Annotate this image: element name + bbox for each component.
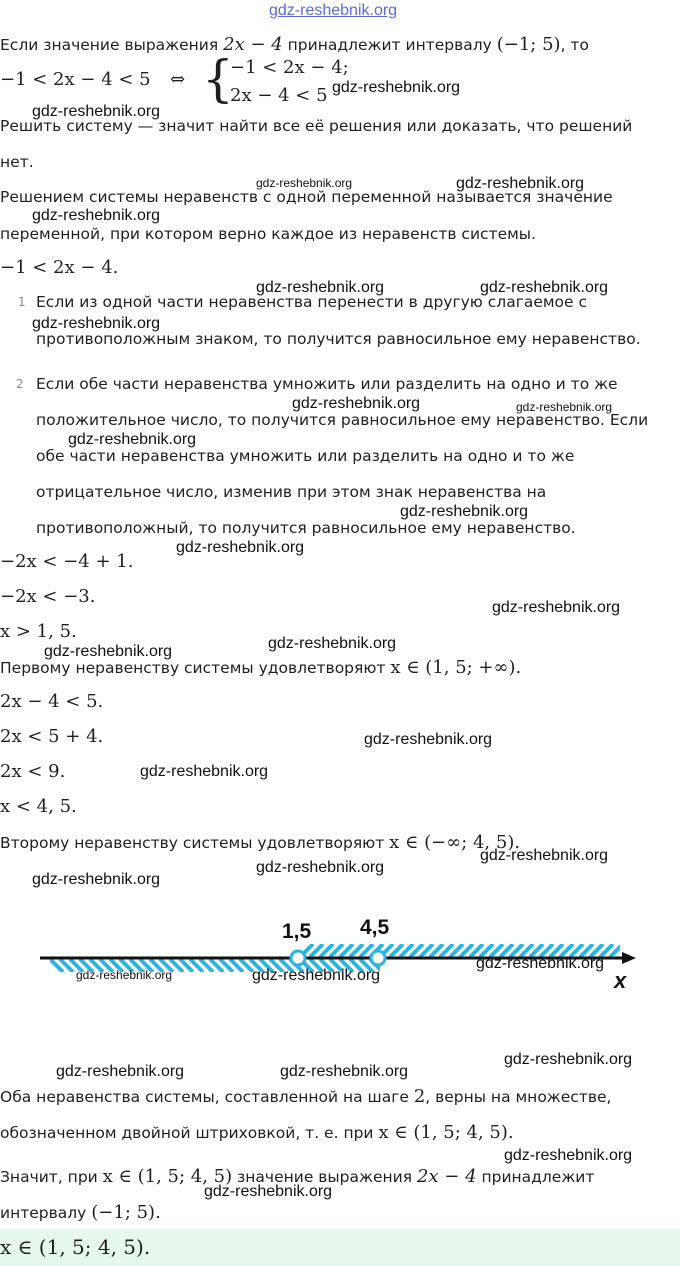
axis-arrow: [622, 952, 636, 964]
inequality-first: −1 < 2x − 4.: [0, 257, 119, 278]
watermark: gdz-reshebnik.org: [476, 955, 605, 972]
intro-expr: 2x − 4: [223, 34, 283, 55]
paragraph-1-line-2: нет.: [0, 153, 34, 171]
solution-1-set: x ∈ (1, 5; +∞).: [390, 657, 522, 678]
intro-mid: принадлежит интервалу: [282, 36, 497, 54]
axis-label: x: [614, 968, 627, 993]
p4-set: x ∈ (1, 5; 4, 5): [102, 1166, 233, 1187]
watermark: gdz-reshebnik.org: [504, 1147, 633, 1164]
paragraph-1-line-1: Решить систему — значит найти все её решения или доказать, что решений: [0, 117, 633, 135]
paragraph-4-line-2: [0, 1202, 161, 1224]
p4-line2-pre: интервалу: [0, 1204, 92, 1222]
paragraph-2-line-1: Решением системы неравенств с одной переменной называется значение: [0, 188, 613, 206]
paragraph-2-line-2: переменной, при котором верно каждое из неравенств системы.: [0, 225, 536, 243]
watermark: gdz-reshebnik.org: [252, 967, 381, 984]
p4-mid: значение выражения: [232, 1168, 417, 1186]
watermark: gdz-reshebnik.org: [364, 731, 493, 748]
paragraph-3-line-2: [0, 1122, 514, 1144]
watermark: gdz-reshebnik.org: [140, 763, 269, 780]
watermark: gdz-reshebnik.org: [56, 1063, 185, 1080]
p4-expr: 2x − 4: [416, 1166, 477, 1187]
watermark: gdz-reshebnik.org: [32, 103, 161, 120]
p4-post: принадлежит: [476, 1168, 595, 1186]
step-1a: −2x < −4 + 1.: [0, 551, 134, 572]
system-brace: {: [202, 50, 234, 108]
point-a-label: 1,5: [282, 920, 312, 943]
watermark: gdz-reshebnik.org: [504, 1051, 633, 1068]
watermark: gdz-reshebnik.org: [492, 599, 621, 616]
watermark: gdz-reshebnik.org: [204, 1183, 333, 1200]
site-header-link[interactable]: gdz-reshebnik.org: [269, 2, 398, 19]
p3-line1-post: , верны на множестве,: [425, 1088, 612, 1106]
watermark: gdz-reshebnik.org: [480, 279, 609, 296]
system-chain: −1 < 2x − 4 < 5: [0, 69, 151, 90]
point-b-label: 4,5: [360, 916, 390, 939]
point-a-marker: [291, 951, 305, 965]
watermark: gdz-reshebnik.org: [516, 400, 613, 414]
rule-1-line-1: Если из одной части неравенства перенести в другую слагаемое с: [36, 293, 588, 311]
watermark: gdz-reshebnik.org: [332, 79, 461, 96]
step-2a: 2x − 4 < 5.: [0, 691, 104, 712]
point-b-marker: [371, 951, 385, 965]
intro-line: [0, 34, 589, 56]
rule-2-line-2: положительное число, то получится равносильное ему неравенство. Если: [36, 411, 649, 429]
step-1c: x > 1, 5.: [0, 621, 77, 642]
watermark: gdz-reshebnik.org: [480, 847, 609, 864]
watermark: gdz-reshebnik.org: [280, 1063, 409, 1080]
rule-1-line-2: противоположным знаком, то получится равносильное ему неравенство.: [36, 330, 641, 348]
paragraph-3-line-1: [0, 1086, 611, 1108]
p4-line2-interval: (−1; 5).: [91, 1202, 161, 1223]
watermark: gdz-reshebnik.org: [32, 871, 161, 888]
rule-2-number: 2: [16, 377, 24, 391]
watermark: gdz-reshebnik.org: [256, 176, 353, 190]
step-2d: x < 4, 5.: [0, 796, 77, 817]
answer: x ∈ (1, 5; 4, 5).: [0, 1235, 151, 1259]
watermark: gdz-reshebnik.org: [400, 503, 529, 520]
intro-interval: (−1; 5): [496, 34, 561, 55]
solution-1-text: Первому неравенству системы удовлетворяют: [0, 659, 391, 677]
watermark: gdz-reshebnik.org: [292, 395, 421, 412]
rule-2-line-3: обе части неравенства умножить или разделить на одно и то же: [36, 447, 575, 465]
rule-2-line-4: отрицательное число, изменив при этом знак неравенства на: [36, 483, 547, 501]
rule-2-line-1: Если обе части неравенства умножить или разделить на одно и то же: [36, 375, 618, 393]
solution-2: [0, 832, 520, 854]
watermark: gdz-reshebnik.org: [256, 859, 385, 876]
system-line-1: −1 < 2x − 4;: [230, 57, 349, 78]
watermark: gdz-reshebnik.org: [268, 635, 397, 652]
watermark: gdz-reshebnik.org: [256, 279, 385, 296]
p4-pre: Значит, при: [0, 1168, 103, 1186]
watermark: gdz-reshebnik.org: [176, 539, 305, 556]
intro-post: , то: [560, 36, 589, 54]
intro-pre: Если значение выражения: [0, 36, 224, 54]
watermark: gdz-reshebnik.org: [76, 968, 173, 982]
step-2b: 2x < 5 + 4.: [0, 726, 104, 747]
step-1b: −2x < −3.: [0, 586, 96, 607]
watermark: gdz-reshebnik.org: [456, 175, 585, 192]
p3-step: 2: [413, 1086, 426, 1107]
watermark: gdz-reshebnik.org: [32, 207, 161, 224]
solution-2-text: Второму неравенству системы удовлетворяют: [0, 834, 390, 852]
solution-2-set: x ∈ (−∞; 4, 5).: [389, 832, 521, 853]
watermark: gdz-reshebnik.org: [44, 643, 173, 660]
equiv-sign: ⇔: [170, 69, 186, 90]
watermark: gdz-reshebnik.org: [68, 431, 197, 448]
p3-line1-pre: Оба неравенства системы, составленной на шаге: [0, 1088, 414, 1106]
p3-line2-pre: обозначенном двойной штриховкой, т. е. при: [0, 1124, 379, 1142]
rule-1-number: 1: [18, 295, 26, 309]
p3-line2-set: x ∈ (1, 5; 4, 5).: [378, 1122, 514, 1143]
rule-2-line-5: противоположный, то получится равносильное ему неравенство.: [36, 519, 576, 537]
system-line-2: 2x − 4 < 5: [230, 85, 328, 106]
watermark: gdz-reshebnik.org: [32, 315, 161, 332]
step-2c: 2x < 9.: [0, 761, 66, 782]
